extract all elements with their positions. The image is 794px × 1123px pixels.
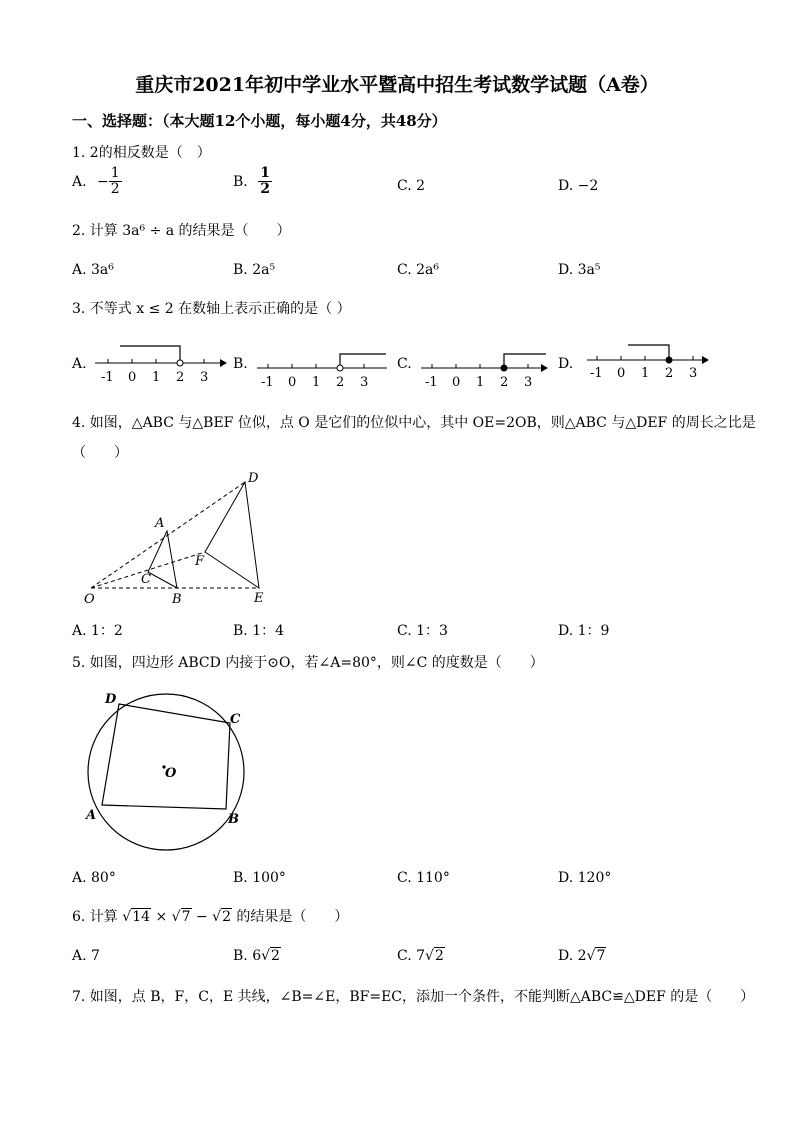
q1-option-c: C. 2 [397,178,426,194]
q3-option-c-label: C. [397,356,412,372]
q2-option-a: A. 3a⁶ [72,262,114,278]
minus-sign: − [191,909,213,925]
q3-numberline-d [584,340,724,390]
q6-radicand-2: 7 [181,909,191,925]
q2-option-d: D. 3a⁵ [558,262,601,278]
q6-radicand-3: 2 [222,909,231,925]
tick-label: -1 [590,366,603,381]
tick-label: 1 [641,366,650,381]
sqrt-sign: √ [586,948,596,964]
center-label-o: O [165,766,177,781]
point-label-e: E [254,591,264,606]
tick-label: 2 [500,375,509,390]
tick-label: 0 [288,375,297,390]
point-label-c: C [141,572,151,587]
q1-b-fraction [258,166,272,198]
tick-label: 3 [360,375,369,390]
q1-option-a [72,166,122,198]
q5-stem: 5. 如图，四边形 ABCD 内接于⊙O，若∠A=80°，则∠C 的度数是（ ） [72,655,544,671]
q1-a-den: 2 [110,181,120,198]
vertex-label-c: C [230,712,241,727]
page-title: 重庆市2021年初中学业水平暨高中招生考试数学试题（A卷） [135,74,659,96]
tick-label: 3 [200,370,209,385]
point-label-d: D [248,471,259,486]
q6-stem-suffix: 的结果是（ ） [231,909,349,925]
q4-option-b: B. 1：4 [233,623,285,639]
q5-option-c: C. 110° [397,870,450,886]
q3-numberline-a [90,340,230,390]
q1-stem: 1. 2的相反数是（ ） [72,145,211,161]
tick-label: 0 [128,370,137,385]
tick-label: 1 [312,375,321,390]
q4-option-a: A. 1：2 [72,623,123,639]
vertex-label-d: D [105,692,117,707]
point-label-o: O [84,592,95,607]
q4-option-d: D. 1：9 [558,623,610,639]
tick-label: 2 [665,366,674,381]
q4-stem-paren: （ ） [72,445,128,461]
q2-stem: 2. 计算 3a⁶ ÷ a 的结果是（ ） [72,223,291,239]
sqrt-sign: √ [212,909,222,925]
q6-stem [72,906,348,926]
q2-option-b: B. 2a⁵ [233,262,276,278]
vertex-label-a: A [86,808,97,823]
q1-b-num: 1 [260,165,270,181]
tick-label: 2 [336,375,345,390]
q6-option-c [397,948,445,964]
tick-label: 0 [617,366,626,381]
tick-label: -1 [261,375,274,390]
q6-d-coef: D. 2 [558,948,587,964]
q3-option-d-label: D. [558,356,574,372]
point-label-f: F [195,554,205,569]
q3-numberline-c [418,340,558,390]
q1-option-b [233,166,272,198]
q6-b-coef: B. 6 [233,948,262,964]
point-label-b: B [172,592,182,607]
tick-label: -1 [101,370,114,385]
times-sign: × [151,909,172,925]
sqrt-sign: √ [261,948,271,964]
q3-stem: 3. 不等式 x ≤ 2 在数轴上表示正确的是（ ） [72,301,351,317]
tick-label: -1 [425,375,438,390]
tick-label: 1 [152,370,161,385]
q6-c-radicand: 2 [434,948,444,964]
q4-option-c: C. 1：3 [397,623,448,639]
q3-option-b-label: B. [233,356,248,372]
q4-stem: 4. 如图，△ABC 与△BEF 位似，点 O 是它们的位似中心，其中 OE=2OB，则△ABC 与△DEF 的周长之比是 [72,415,756,431]
tick-label: 2 [176,370,185,385]
q1-a-fraction [109,166,122,198]
sqrt-sign: √ [171,909,181,925]
q6-radicand-1: 14 [132,909,151,925]
tick-label: 3 [524,375,533,390]
tick-label: 0 [452,375,461,390]
q1-a-label: A. [72,173,87,190]
q6-option-d [558,948,606,964]
q5-option-d: D. 120° [558,870,612,886]
q4-figure [80,465,280,610]
tick-label: 3 [689,366,698,381]
q6-c-coef: C. 7 [397,948,426,964]
q7-stem: 7. 如图，点 B，F，C，E 共线，∠B=∠E，BF=EC，添加一个条件，不能判断△ABC≌△DEF 的是（ ） [72,989,755,1005]
q1-b-label: B. [233,173,248,190]
q6-d-radicand: 7 [596,948,606,964]
sqrt-sign: √ [425,948,434,964]
q2-option-c: C. 2a⁶ [397,262,439,278]
q5-option-a: A. 80° [72,870,116,886]
q6-b-radicand: 2 [271,948,280,964]
point-label-a: A [155,516,165,531]
q1-b-den: 2 [260,181,270,198]
vertex-label-b: B [228,812,239,827]
q3-numberline-b [252,340,392,390]
section-heading: 一、选择题：（本大题12个小题，每小题4分，共48分） [72,112,447,130]
q3-option-a-label: A. [72,356,87,372]
q1-a-num: 1 [110,165,120,181]
sqrt-sign: √ [122,909,132,925]
q1-option-d: D. −2 [558,178,599,194]
q6-stem-prefix: 6. 计算 [72,909,123,925]
q6-option-b [233,948,281,964]
q6-option-a: A. 7 [72,948,100,964]
q5-figure [80,685,260,845]
q5-option-b: B. 100° [233,870,286,886]
tick-label: 1 [476,375,485,390]
q1-a-sign: − [97,173,109,190]
